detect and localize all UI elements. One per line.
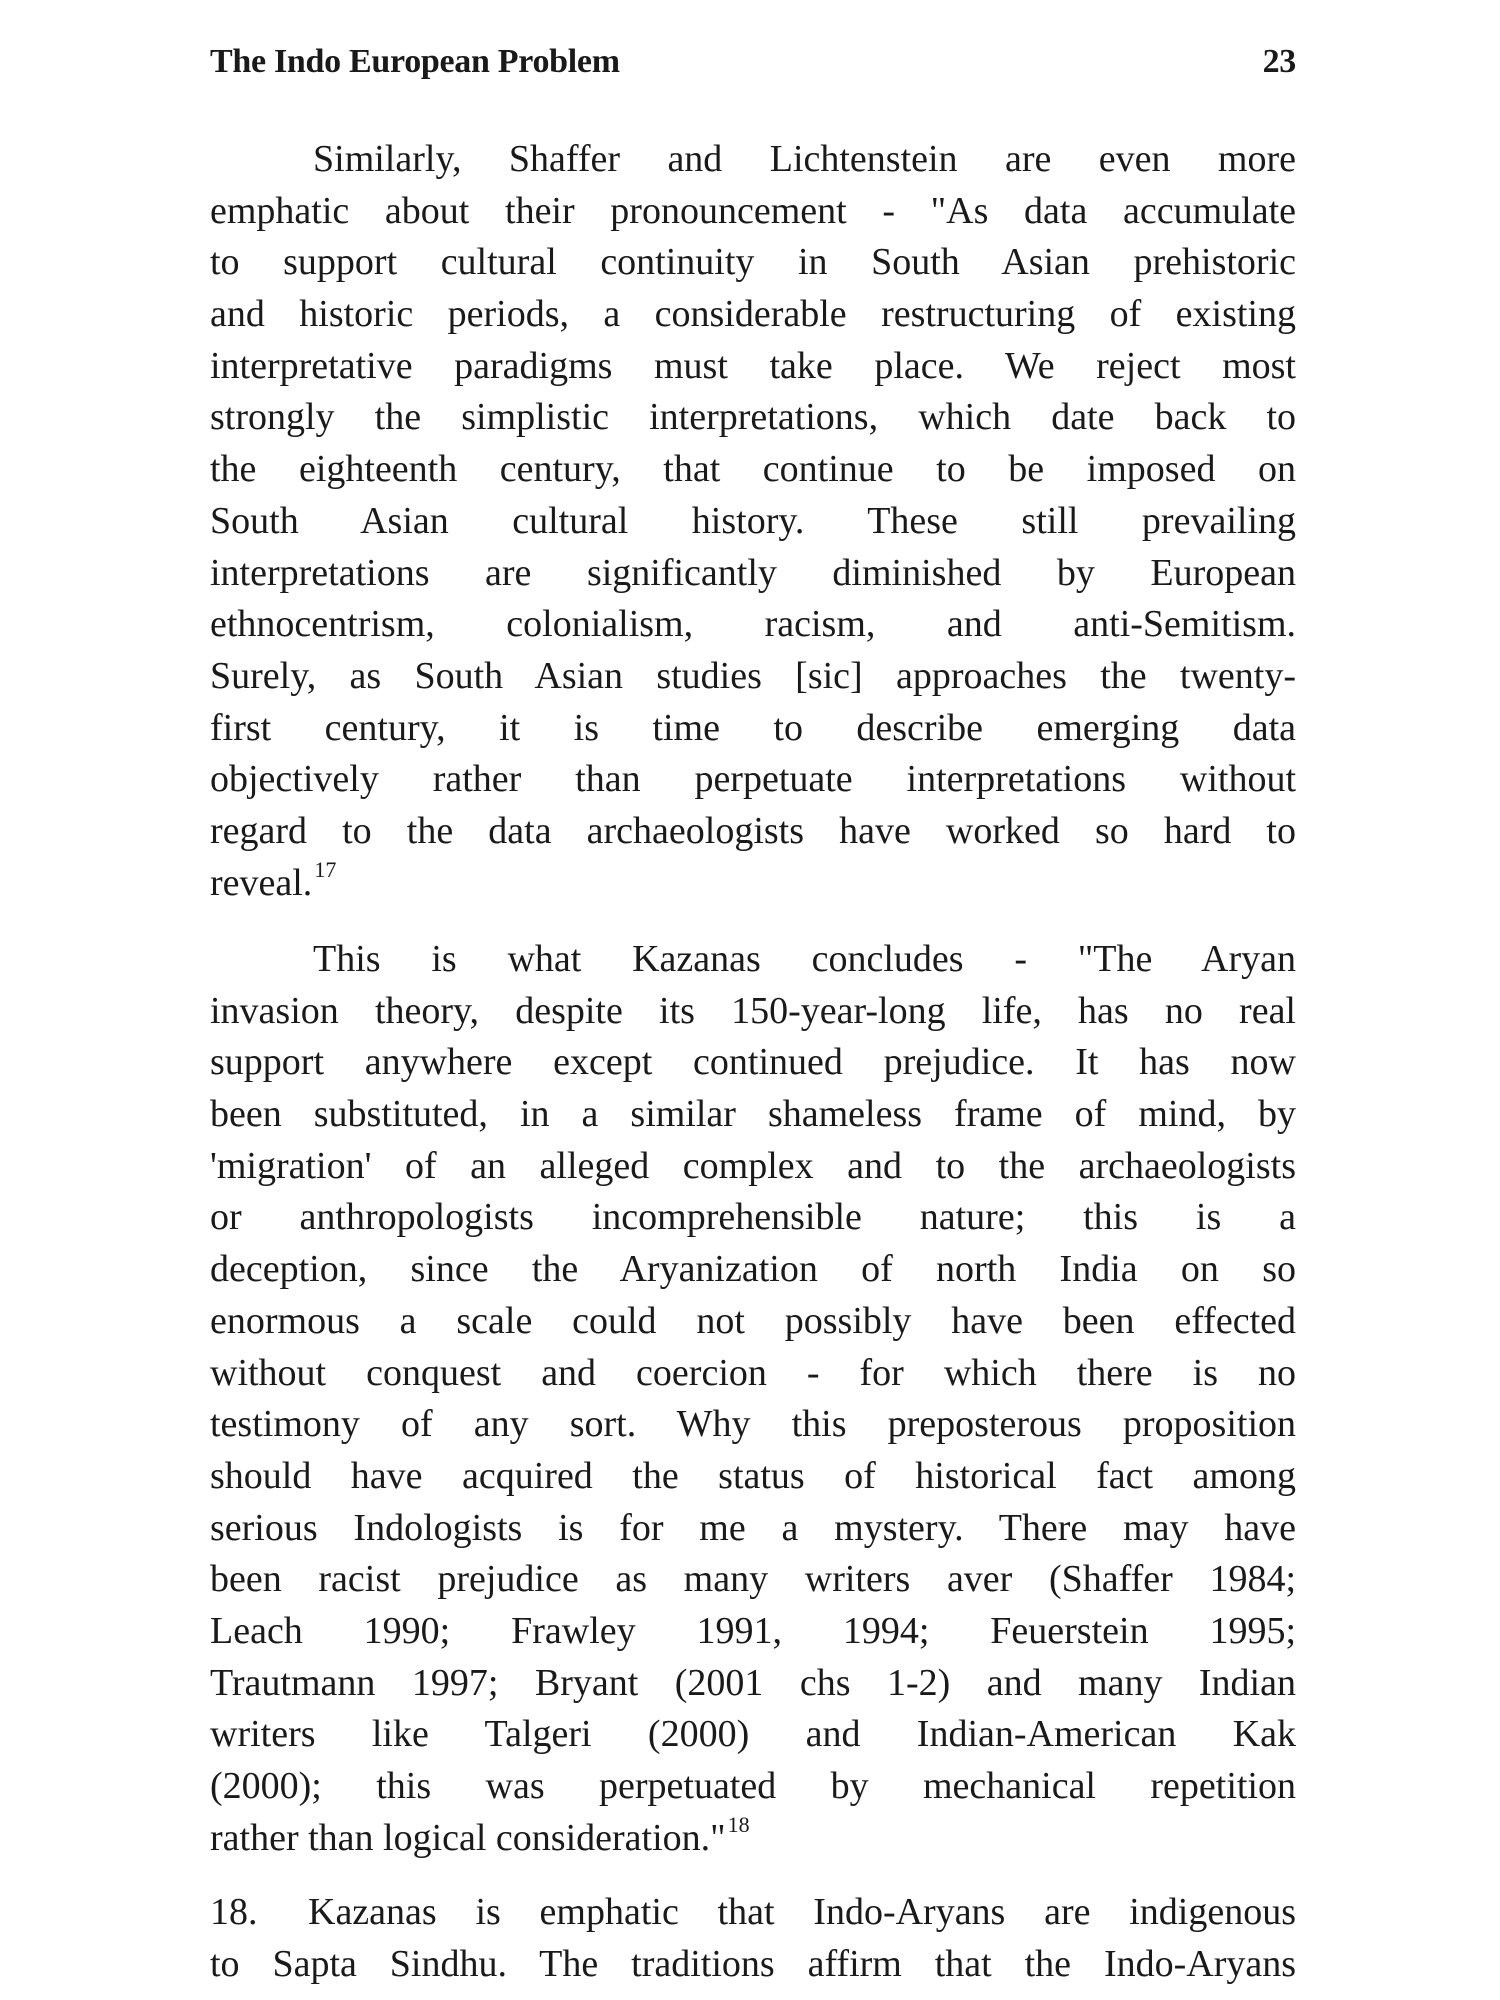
page-number: 23 (1262, 43, 1296, 80)
running-header (210, 40, 1296, 84)
text-line: Trautmann 1997; Bryant (2001 chs 1-2) and many Indian (210, 1661, 1296, 1704)
text-line: invasion theory, despite its 150-year-long life, has no real (210, 989, 1296, 1032)
paragraph-kazanas-quote (210, 934, 1296, 1864)
text-line: Leach 1990; Frawley 1991, 1994; Feuerstein 1995; (210, 1609, 1296, 1652)
footnote-number: 18. (210, 1891, 258, 1933)
text-line: interpretations are significantly diminished by European (210, 551, 1296, 594)
text-line: Surely, as South Asian studies [sic] approaches the twenty- (210, 654, 1296, 697)
text-line: and historic periods, a considerable restructuring of existing (210, 293, 1296, 336)
text-line: reveal.$^{17}$ (210, 856, 337, 904)
text-line: writers like Talgeri (2000) and Indian-American Kak (210, 1713, 1296, 1756)
text-line: ethnocentrism, colonialism, racism, and anti-Semitism. (210, 603, 1296, 646)
text-line: serious Indologists is for me a mystery. There may have (210, 1506, 1296, 1549)
text-line: regard to the data archaeologists have worked so hard to (210, 809, 1296, 852)
text-line: deception, since the Aryanization of north India on so (210, 1248, 1296, 1291)
text-line: support anywhere except continued prejudice. It has now (210, 1041, 1296, 1084)
text-line: rather than logical consideration."$^{18}$ (210, 1811, 750, 1859)
footnote-18 (210, 1887, 1296, 1990)
text-line: testimony of any sort. Why this preposterous proposition (210, 1403, 1296, 1446)
text-line: or anthropologists incomprehensible nature; this is a (210, 1196, 1296, 1239)
text-line: without conquest and coercion - for which there is no (210, 1351, 1296, 1394)
footnote-line: 18. Kazanas is emphatic that Indo-Aryans are indigenous (210, 1887, 1296, 1939)
text-line: strongly the simplistic interpretations, which date back to (210, 396, 1296, 439)
footnote-ref-17[interactable]: 17 (314, 856, 337, 882)
text-line: to support cultural continuity in South Asian prehistoric (210, 241, 1296, 284)
text-line: This is what Kazanas concludes - "The Aryan (313, 938, 1296, 980)
text-line: objectively rather than perpetuate interpretations without (210, 758, 1296, 801)
paragraph-shaffer-lichtenstein-quote (210, 134, 1296, 909)
text-line: enormous a scale could not possibly have been effected (210, 1299, 1296, 1342)
running-title: The Indo European Problem (210, 43, 620, 80)
text-line: (2000); this was perpetuated by mechanical repetition (210, 1765, 1296, 1807)
footnote-ref-18[interactable]: 18 (727, 1811, 750, 1837)
text-line: interpretative paradigms must take place. We reject most (210, 344, 1296, 387)
text-line: Similarly, Shaffer and Lichtenstein are even more (313, 138, 1296, 180)
text-line: been racist prejudice as many writers aver (Shaffer 1984; (210, 1558, 1296, 1601)
text-line: first century, it is time to describe emerging data (210, 706, 1296, 749)
text-line: emphatic about their pronouncement - "As data accumulate (210, 189, 1296, 232)
text-line: the eighteenth century, that continue to be imposed on (210, 448, 1296, 491)
text-line: should have acquired the status of historical fact among (210, 1454, 1296, 1497)
text-line: 'migration' of an alleged complex and to the archaeologists (210, 1144, 1296, 1187)
text-line: been substituted, in a similar shameless frame of mind, by (210, 1093, 1296, 1136)
footnote-line: to Sapta Sindhu. The traditions affirm that the Indo-Aryans (210, 1942, 1296, 1985)
text-line: South Asian cultural history. These still prevailing (210, 499, 1296, 542)
